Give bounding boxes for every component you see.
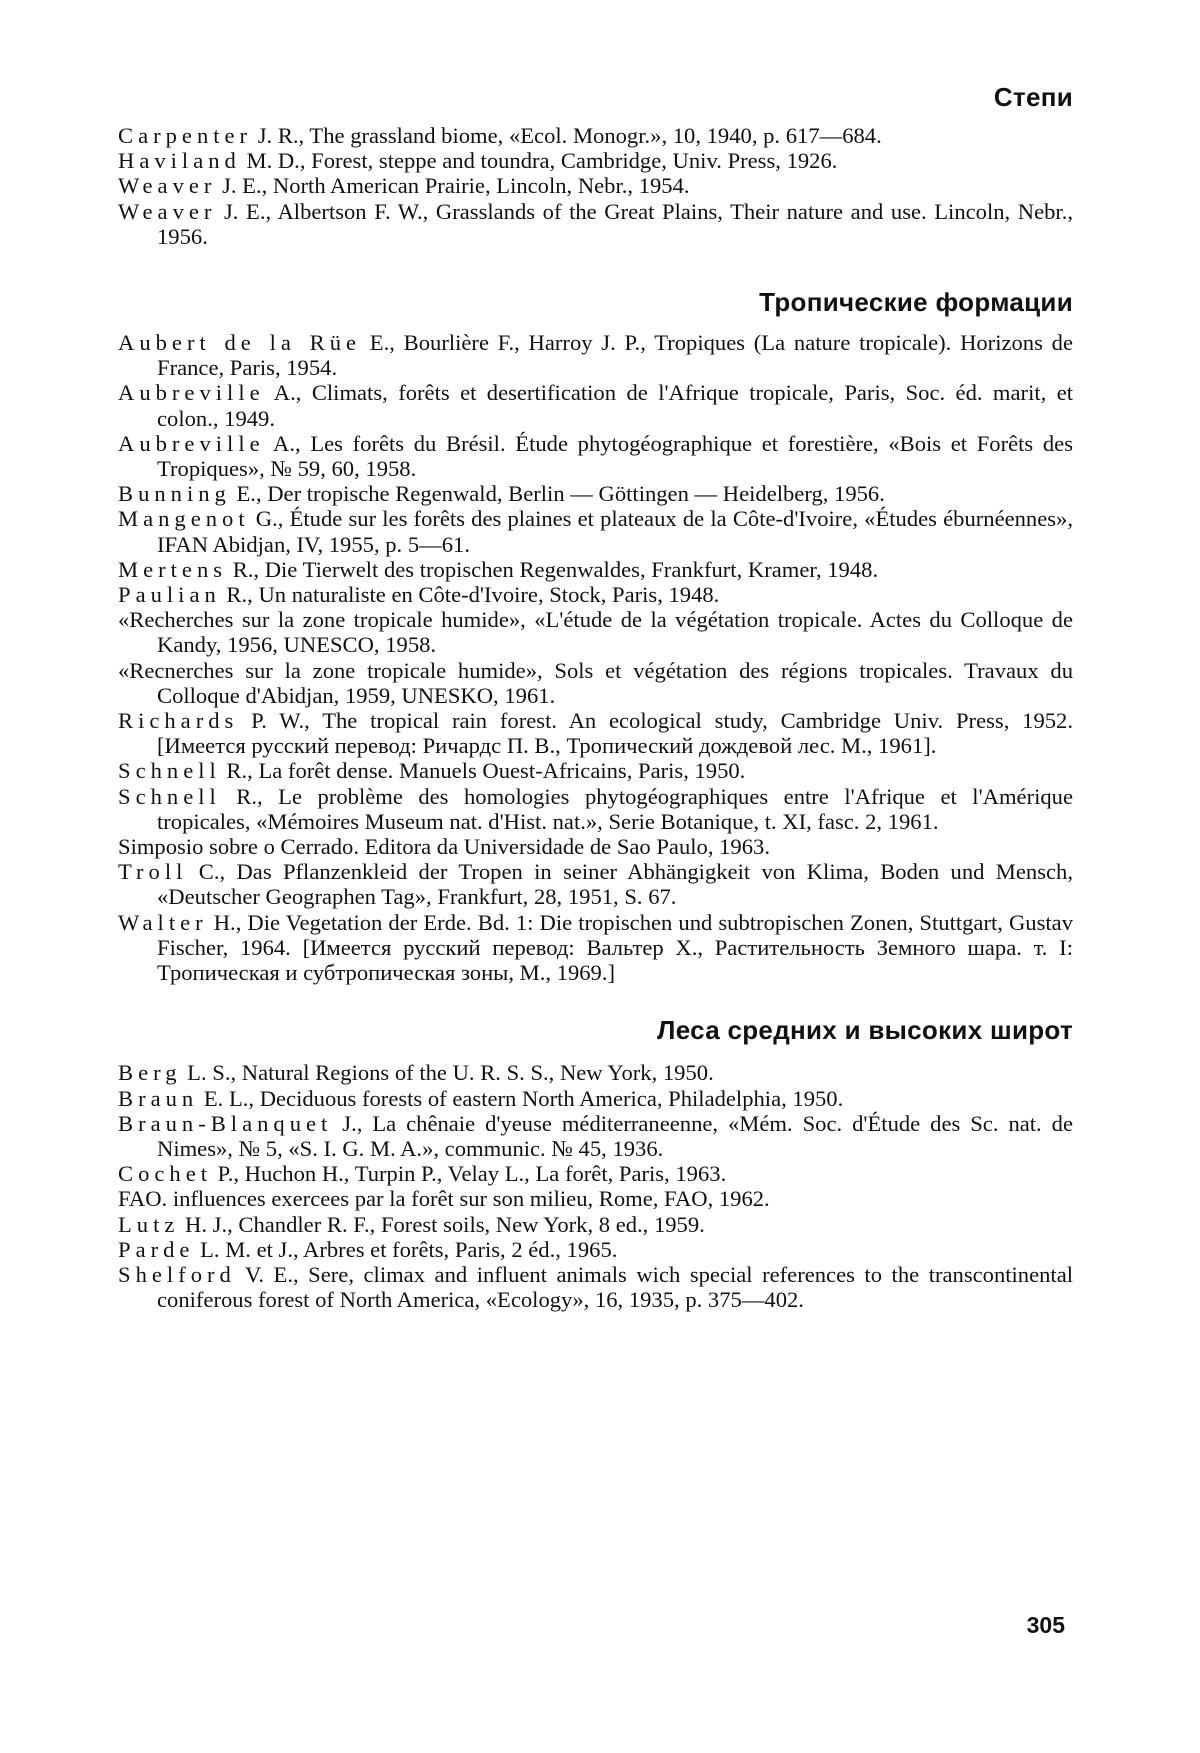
bibliography-entry (118, 380, 1073, 430)
entry-author: Paulian (118, 582, 221, 608)
entry-author: Parde (118, 1236, 195, 1262)
bibliography-entry (118, 330, 1073, 380)
entry-text: L. M. et J., Arbres et forêts, Paris, 2 éd., 1965. (194, 1236, 618, 1262)
entry-text: R., Die Tierwelt des tropischen Regenwaldes, Frankfurt, Kramer, 1948. (227, 556, 879, 582)
entry-author: Braun-Blanquet (118, 1110, 333, 1136)
bibliography-entry (118, 173, 1073, 198)
bibliography-entry (118, 708, 1073, 758)
entry-author: Walter (118, 909, 208, 935)
entry-author: Aubert de la Rüe (118, 330, 362, 356)
entry-author: Schnell (118, 758, 221, 784)
bibliography-entry (118, 758, 1073, 783)
bibliography-entry (118, 784, 1073, 834)
entry-text: R., Le problème des homologies phytogéographiques entre l'Afrique et l'Amérique tropicales, «Mémoires Museum nat. d'Hist. nat.», Serie Botanique, t. XI, fasc. 2, 1961. (157, 783, 1073, 834)
bibliography-entry (118, 123, 1073, 148)
entry-author: Braun (118, 1085, 199, 1111)
bibliography-entry (118, 1086, 1073, 1111)
bibliography-entry (118, 148, 1073, 173)
entry-text: V. E., Sere, climax and influent animals wich special references to the transcontinental coniferous forest of North America, «Ecology», 16, 1935, p. 375—402. (157, 1261, 1073, 1313)
entry-author: Shelford (118, 1261, 236, 1287)
bibliography-entry (118, 1161, 1073, 1186)
entry-text: J., La chênaie d'yeuse méditerraneenne, «Mém. Soc. d'Étude des Sc. nat. de Nimes», № 5, «S. I. G. M. A.», communic. № 45, 1936. (157, 1110, 1073, 1161)
entry-text: «Recherches sur la zone tropicale humide», «L'étude de la végétation tropicale. Actes du Colloque de Kandy, 1956, UNESCO, 1958. (118, 607, 1073, 658)
entry-author: Berg (118, 1060, 182, 1086)
entry-text: E., Der tropische Regenwald, Berlin — Göttingen — Heidelberg, 1956. (230, 481, 885, 507)
bibliography-entry (118, 607, 1073, 657)
bibliography-entry (118, 1111, 1073, 1161)
bibliography-entry (118, 557, 1073, 582)
entry-text: L. S., Natural Regions of the U. R. S. S., New York, 1950. (181, 1060, 714, 1086)
bibliography-entry (118, 1060, 1073, 1085)
entry-author: Aubreville (118, 430, 265, 456)
entry-author: Richards (118, 708, 239, 734)
entry-author: Weaver (118, 198, 217, 224)
entry-text: E. L., Deciduous forests of eastern North America, Philadelphia, 1950. (198, 1085, 844, 1111)
bibliography-entry (118, 1212, 1073, 1237)
bibliography-entry (118, 834, 1073, 859)
entry-text: P. W., The tropical rain forest. An ecological study, Cambridge Univ. Press, 1952. [Имеется русский перевод: Ричардс П. В., Тропический дождевой лес. М., 1961]. (157, 708, 1073, 759)
bibliography-entry (118, 859, 1073, 909)
entry-text: C., Das Pflanzenkleid der Tropen in seiner Abhängigkeit von Klima, Boden und Mensch, «Deutscher Geographen Tag», Frankfurt, 28, 1951, S. 67. (157, 859, 1073, 910)
entry-text: «Recnerches sur la zone tropicale humide», Sols et végétation des régions tropicales. Travaux du Colloque d'Abidjan, 1959, UNESKO, 1961. (118, 657, 1073, 708)
entry-text: J. E., North American Prairie, Lincoln, Nebr., 1954. (216, 173, 690, 199)
entry-text: R., La forêt dense. Manuels Ouest-Africains, Paris, 1950. (220, 758, 746, 784)
entry-author: Weaver (118, 173, 217, 199)
entry-author: Schnell (118, 783, 221, 809)
bibliography-entry (118, 1262, 1073, 1312)
bibliography-entry (118, 1237, 1073, 1262)
entry-text: H. J., Chandler R. F., Forest soils, New York, 8 ed., 1959. (179, 1211, 705, 1237)
entry-author: Carpenter (118, 123, 253, 148)
bibliography-entry (118, 199, 1073, 249)
entry-text: R., Un naturaliste en Côte-d'Ivoire, Stock, Paris, 1948. (220, 582, 720, 608)
section-heading-tropical: Тропические формации (759, 287, 1073, 318)
entry-text: J. E., Albertson F. W., Grasslands of the Great Plains, Their nature and use. Lincoln, Nebr., 1956. (157, 198, 1073, 249)
entry-author: Troll (118, 859, 188, 885)
entry-text: H., Die Vegetation der Erde. Bd. 1: Die tropischen und subtropischen Zonen, Stuttgart, Gustav Fischer, 1964. [Имеется русский перевод: Вальтер Х., Растительность Земного шара. т. I: Тропическая и субтропическая зоны, М., 1969.] (157, 909, 1073, 986)
entry-text: Simposio sobre o Cerrado. Editora da Universidade de Sao Paulo, 1963. (118, 834, 770, 860)
bibliography-entry (118, 481, 1073, 506)
entry-text: G., Étude sur les forêts des plaines et plateaux de la Côte-d'Ivoire, «Études éburnéennes», IFAN Abidjan, IV, 1955, p. 5—61. (157, 506, 1073, 557)
bibliography-page (118, 60, 1073, 1730)
entry-text: A., Les forêts du Brésil. Étude phytogéographique et forestière, «Bois et Forêts des Tropiques», № 59, 60, 1958. (157, 430, 1073, 482)
entry-text: E., Bourlière F., Harroy J. P., Tropiques (La nature tropicale). Horizons de France, Paris, 1954. (157, 330, 1073, 381)
entry-author: Aubreville (118, 380, 265, 406)
section-heading-steppe: Степи (993, 82, 1073, 112)
bibliography-entry (118, 658, 1073, 708)
entry-text: A., Climats, forêts et desertification de l'Afrique tropicale, Paris, Soc. éd. marit, et colon., 1949. (157, 380, 1073, 431)
bibliography-entry (118, 506, 1073, 556)
entry-author: Mertens (118, 556, 228, 582)
bibliography-entry (118, 910, 1073, 986)
entry-text: P., Huchon H., Turpin P., Velay L., La forêt, Paris, 1963. (212, 1161, 727, 1187)
bibliography-entry (118, 431, 1073, 481)
entry-text: M. D., Forest, steppe and toundra, Cambridge, Univ. Press, 1926. (240, 148, 838, 174)
bibliography-entry (118, 582, 1073, 607)
entry-text: FAO. influences exercees par la forêt sur son milieu, Rome, FAO, 1962. (118, 1186, 770, 1212)
page-number: 305 (1026, 1612, 1065, 1638)
entry-author: Lutz (118, 1211, 180, 1237)
entry-author: Bunning (118, 481, 231, 507)
entry-author: Haviland (118, 148, 241, 174)
entry-author: Mangenot (118, 506, 250, 532)
section-heading-forests: Леса средних и высоких широт (657, 1015, 1073, 1046)
bibliography-entry (118, 1186, 1073, 1211)
entry-text: J. R., The grassland biome, «Ecol. Monogr.», 10, 1940, p. 617—684. (252, 123, 882, 148)
entry-author: Cochet (118, 1161, 212, 1187)
